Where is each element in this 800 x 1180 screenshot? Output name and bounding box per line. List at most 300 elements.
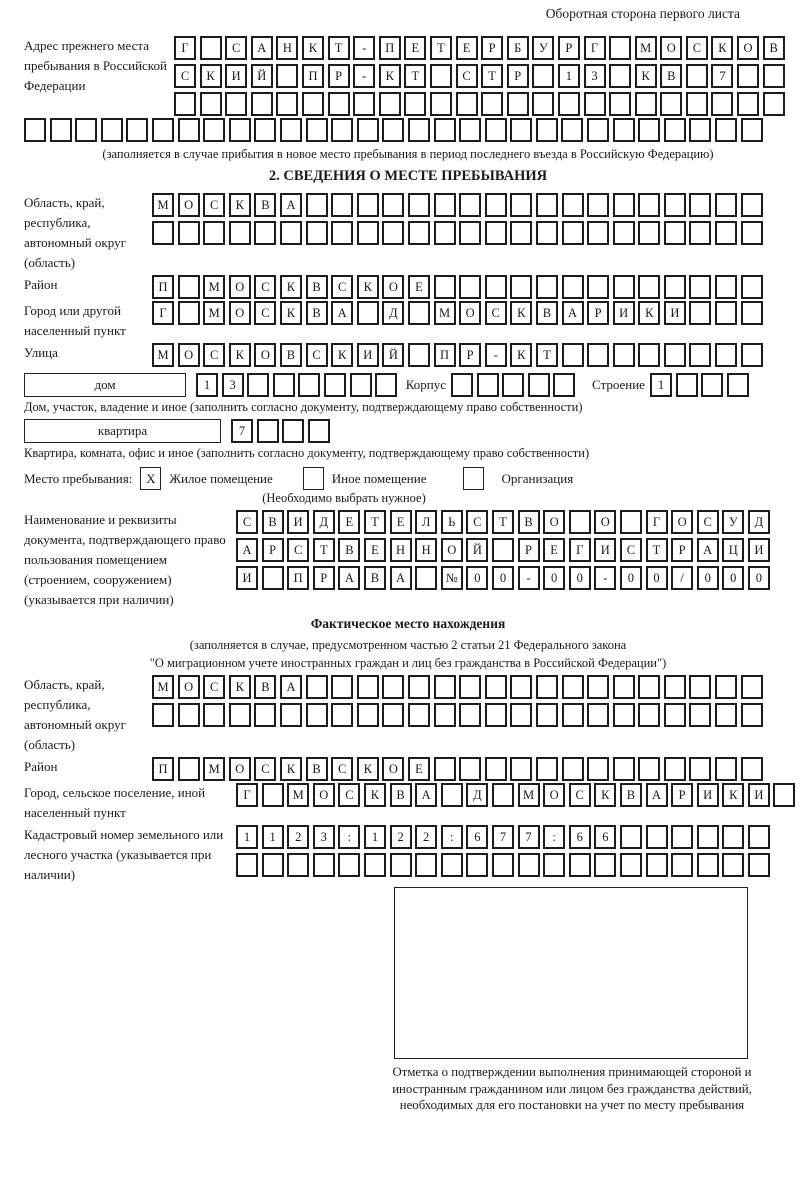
char-cell[interactable]	[408, 301, 430, 325]
char-cell[interactable]	[741, 343, 763, 367]
char-cell[interactable]: У	[722, 510, 744, 534]
char-cell[interactable]	[466, 853, 488, 877]
char-cell[interactable]: Е	[543, 538, 565, 562]
char-cell[interactable]: 7	[231, 419, 253, 443]
char-cell[interactable]	[638, 118, 660, 142]
char-cell[interactable]: К	[229, 343, 251, 367]
char-cell[interactable]: О	[229, 301, 251, 325]
char-cell[interactable]	[689, 703, 711, 727]
char-cell[interactable]: Е	[408, 275, 430, 299]
char-cell[interactable]	[748, 853, 770, 877]
char-cell[interactable]	[459, 275, 481, 299]
char-cell[interactable]	[174, 92, 196, 116]
char-cell[interactable]	[331, 675, 353, 699]
char-cell[interactable]	[456, 92, 478, 116]
char-cell[interactable]	[689, 118, 711, 142]
char-cell[interactable]	[262, 783, 284, 807]
char-cell[interactable]	[715, 675, 737, 699]
char-cell[interactable]	[254, 118, 276, 142]
char-cell[interactable]: П	[152, 757, 174, 781]
char-cell[interactable]	[203, 703, 225, 727]
char-cell[interactable]: И	[697, 783, 719, 807]
char-cell[interactable]	[697, 853, 719, 877]
char-cell[interactable]: К	[280, 301, 302, 325]
char-cell[interactable]: К	[510, 301, 532, 325]
char-cell[interactable]	[434, 118, 456, 142]
char-cell[interactable]: Л	[415, 510, 437, 534]
char-cell[interactable]	[689, 301, 711, 325]
char-cell[interactable]: Р	[313, 566, 335, 590]
char-cell[interactable]: С	[287, 538, 309, 562]
char-cell[interactable]: -	[485, 343, 507, 367]
char-cell[interactable]	[518, 853, 540, 877]
char-cell[interactable]: И	[664, 301, 686, 325]
char-cell[interactable]	[200, 92, 222, 116]
char-cell[interactable]	[254, 703, 276, 727]
char-cell[interactable]: К	[510, 343, 532, 367]
char-cell[interactable]: 1	[236, 825, 258, 849]
char-cell[interactable]	[50, 118, 72, 142]
char-cell[interactable]	[262, 566, 284, 590]
char-cell[interactable]: В	[536, 301, 558, 325]
char-cell[interactable]: Т	[313, 538, 335, 562]
char-cell[interactable]	[408, 703, 430, 727]
char-cell[interactable]: Е	[390, 510, 412, 534]
char-cell[interactable]	[609, 92, 631, 116]
char-cell[interactable]	[262, 853, 284, 877]
char-cell[interactable]	[477, 373, 499, 397]
char-cell[interactable]: Т	[404, 64, 426, 88]
char-cell[interactable]	[773, 783, 795, 807]
char-cell[interactable]	[510, 703, 532, 727]
char-cell[interactable]	[481, 92, 503, 116]
char-cell[interactable]	[306, 193, 328, 217]
char-cell[interactable]	[485, 221, 507, 245]
char-cell[interactable]: 3	[313, 825, 335, 849]
char-cell[interactable]: И	[748, 538, 770, 562]
char-cell[interactable]: 2	[287, 825, 309, 849]
char-cell[interactable]	[689, 343, 711, 367]
char-cell[interactable]: -	[594, 566, 616, 590]
char-cell[interactable]	[306, 703, 328, 727]
char-cell[interactable]: :	[441, 825, 463, 849]
char-cell[interactable]: И	[748, 783, 770, 807]
char-cell[interactable]: П	[434, 343, 456, 367]
char-cell[interactable]: П	[379, 36, 401, 60]
char-cell[interactable]	[741, 221, 763, 245]
char-cell[interactable]: К	[379, 64, 401, 88]
char-cell[interactable]: У	[532, 36, 554, 60]
char-cell[interactable]: К	[200, 64, 222, 88]
char-cell[interactable]	[587, 118, 609, 142]
char-cell[interactable]	[536, 118, 558, 142]
char-cell[interactable]	[324, 373, 346, 397]
char-cell[interactable]	[306, 118, 328, 142]
char-cell[interactable]	[562, 675, 584, 699]
char-cell[interactable]	[638, 757, 660, 781]
char-cell[interactable]	[313, 853, 335, 877]
char-cell[interactable]	[280, 703, 302, 727]
char-cell[interactable]	[689, 221, 711, 245]
residential-checkbox[interactable]: X	[140, 467, 161, 490]
char-cell[interactable]: И	[225, 64, 247, 88]
char-cell[interactable]	[280, 118, 302, 142]
char-cell[interactable]: С	[236, 510, 258, 534]
char-cell[interactable]	[532, 64, 554, 88]
char-cell[interactable]	[492, 853, 514, 877]
char-cell[interactable]: 2	[390, 825, 412, 849]
char-cell[interactable]	[357, 221, 379, 245]
char-cell[interactable]	[562, 757, 584, 781]
char-cell[interactable]: Р	[671, 783, 693, 807]
confirmation-mark-box[interactable]	[394, 887, 748, 1059]
char-cell[interactable]	[229, 703, 251, 727]
char-cell[interactable]	[229, 221, 251, 245]
char-cell[interactable]	[331, 221, 353, 245]
char-cell[interactable]	[689, 757, 711, 781]
char-cell[interactable]	[306, 221, 328, 245]
char-cell[interactable]: 1	[196, 373, 218, 397]
char-cell[interactable]: С	[697, 510, 719, 534]
char-cell[interactable]: В	[338, 538, 360, 562]
char-cell[interactable]: С	[254, 757, 276, 781]
char-cell[interactable]: К	[711, 36, 733, 60]
char-cell[interactable]: В	[763, 36, 785, 60]
char-cell[interactable]	[434, 193, 456, 217]
char-cell[interactable]: И	[613, 301, 635, 325]
char-cell[interactable]	[737, 92, 759, 116]
char-cell[interactable]	[459, 118, 481, 142]
char-cell[interactable]	[287, 853, 309, 877]
char-cell[interactable]: В	[660, 64, 682, 88]
char-cell[interactable]	[379, 92, 401, 116]
char-cell[interactable]: :	[338, 825, 360, 849]
char-cell[interactable]	[587, 703, 609, 727]
char-cell[interactable]	[562, 193, 584, 217]
char-cell[interactable]: М	[434, 301, 456, 325]
char-cell[interactable]: В	[364, 566, 386, 590]
char-cell[interactable]	[741, 193, 763, 217]
char-cell[interactable]: К	[357, 757, 379, 781]
char-cell[interactable]	[660, 92, 682, 116]
char-cell[interactable]: 0	[722, 566, 744, 590]
char-cell[interactable]	[203, 221, 225, 245]
char-cell[interactable]: Ц	[722, 538, 744, 562]
char-cell[interactable]: И	[236, 566, 258, 590]
char-cell[interactable]: О	[382, 757, 404, 781]
char-cell[interactable]: Г	[174, 36, 196, 60]
char-cell[interactable]	[664, 757, 686, 781]
char-cell[interactable]: Р	[671, 538, 693, 562]
char-cell[interactable]	[689, 675, 711, 699]
char-cell[interactable]: С	[306, 343, 328, 367]
char-cell[interactable]	[613, 703, 635, 727]
char-cell[interactable]: 3	[584, 64, 606, 88]
char-cell[interactable]: Т	[481, 64, 503, 88]
char-cell[interactable]	[276, 64, 298, 88]
char-cell[interactable]: А	[562, 301, 584, 325]
char-cell[interactable]	[671, 825, 693, 849]
char-cell[interactable]	[664, 118, 686, 142]
char-cell[interactable]: С	[203, 675, 225, 699]
char-cell[interactable]	[298, 373, 320, 397]
char-cell[interactable]: Р	[459, 343, 481, 367]
char-cell[interactable]	[382, 193, 404, 217]
char-cell[interactable]: 1	[558, 64, 580, 88]
char-cell[interactable]	[492, 783, 514, 807]
char-cell[interactable]: Р	[518, 538, 540, 562]
char-cell[interactable]: /	[671, 566, 693, 590]
char-cell[interactable]: Д	[382, 301, 404, 325]
char-cell[interactable]: Р	[262, 538, 284, 562]
char-cell[interactable]: С	[254, 301, 276, 325]
char-cell[interactable]: К	[229, 675, 251, 699]
char-cell[interactable]: 0	[748, 566, 770, 590]
char-cell[interactable]	[587, 193, 609, 217]
char-cell[interactable]	[357, 301, 379, 325]
char-cell[interactable]: О	[459, 301, 481, 325]
char-cell[interactable]	[357, 193, 379, 217]
char-cell[interactable]	[382, 703, 404, 727]
char-cell[interactable]	[459, 221, 481, 245]
char-cell[interactable]	[229, 118, 251, 142]
char-cell[interactable]	[697, 825, 719, 849]
char-cell[interactable]: Т	[492, 510, 514, 534]
char-cell[interactable]	[415, 566, 437, 590]
char-cell[interactable]	[741, 675, 763, 699]
char-cell[interactable]: Р	[481, 36, 503, 60]
char-cell[interactable]: А	[280, 675, 302, 699]
char-cell[interactable]	[430, 64, 452, 88]
char-cell[interactable]: П	[287, 566, 309, 590]
char-cell[interactable]: Г	[152, 301, 174, 325]
char-cell[interactable]: О	[737, 36, 759, 60]
char-cell[interactable]: 1	[262, 825, 284, 849]
char-cell[interactable]: №	[441, 566, 463, 590]
char-cell[interactable]: Г	[646, 510, 668, 534]
char-cell[interactable]	[715, 703, 737, 727]
char-cell[interactable]: 2	[415, 825, 437, 849]
char-cell[interactable]: С	[466, 510, 488, 534]
char-cell[interactable]: -	[518, 566, 540, 590]
char-cell[interactable]: М	[152, 675, 174, 699]
char-cell[interactable]	[302, 92, 324, 116]
char-cell[interactable]: 1	[364, 825, 386, 849]
char-cell[interactable]	[763, 64, 785, 88]
char-cell[interactable]: П	[152, 275, 174, 299]
char-cell[interactable]: 0	[569, 566, 591, 590]
char-cell[interactable]	[331, 703, 353, 727]
char-cell[interactable]	[357, 675, 379, 699]
char-cell[interactable]	[510, 675, 532, 699]
char-cell[interactable]: М	[203, 757, 225, 781]
char-cell[interactable]: Т	[646, 538, 668, 562]
char-cell[interactable]: В	[620, 783, 642, 807]
char-cell[interactable]	[408, 675, 430, 699]
char-cell[interactable]	[715, 275, 737, 299]
char-cell[interactable]: М	[203, 275, 225, 299]
char-cell[interactable]	[664, 343, 686, 367]
char-cell[interactable]: Е	[338, 510, 360, 534]
char-cell[interactable]	[308, 419, 330, 443]
char-cell[interactable]: В	[390, 783, 412, 807]
char-cell[interactable]: В	[254, 675, 276, 699]
char-cell[interactable]: О	[229, 275, 251, 299]
char-cell[interactable]: 0	[492, 566, 514, 590]
char-cell[interactable]	[434, 675, 456, 699]
char-cell[interactable]: Р	[507, 64, 529, 88]
char-cell[interactable]	[485, 275, 507, 299]
char-cell[interactable]	[553, 373, 575, 397]
char-cell[interactable]	[727, 373, 749, 397]
char-cell[interactable]: Н	[415, 538, 437, 562]
char-cell[interactable]: 7	[492, 825, 514, 849]
char-cell[interactable]	[485, 703, 507, 727]
char-cell[interactable]	[686, 64, 708, 88]
char-cell[interactable]: А	[415, 783, 437, 807]
organization-checkbox[interactable]	[463, 467, 484, 490]
char-cell[interactable]	[280, 221, 302, 245]
char-cell[interactable]: Н	[390, 538, 412, 562]
char-cell[interactable]	[257, 419, 279, 443]
char-cell[interactable]	[510, 118, 532, 142]
char-cell[interactable]: Н	[276, 36, 298, 60]
char-cell[interactable]: О	[382, 275, 404, 299]
char-cell[interactable]	[510, 275, 532, 299]
char-cell[interactable]: М	[518, 783, 540, 807]
char-cell[interactable]	[178, 221, 200, 245]
char-cell[interactable]: 7	[711, 64, 733, 88]
char-cell[interactable]	[382, 675, 404, 699]
char-cell[interactable]	[562, 703, 584, 727]
char-cell[interactable]	[543, 853, 565, 877]
char-cell[interactable]: 0	[697, 566, 719, 590]
char-cell[interactable]	[485, 118, 507, 142]
char-cell[interactable]	[748, 825, 770, 849]
char-cell[interactable]	[357, 118, 379, 142]
char-cell[interactable]	[510, 757, 532, 781]
char-cell[interactable]: О	[178, 343, 200, 367]
char-cell[interactable]: Д	[313, 510, 335, 534]
char-cell[interactable]	[331, 118, 353, 142]
char-cell[interactable]	[741, 301, 763, 325]
char-cell[interactable]	[613, 193, 635, 217]
char-cell[interactable]: П	[302, 64, 324, 88]
char-cell[interactable]	[671, 853, 693, 877]
char-cell[interactable]: 0	[466, 566, 488, 590]
char-cell[interactable]	[722, 853, 744, 877]
char-cell[interactable]	[569, 853, 591, 877]
char-cell[interactable]	[101, 118, 123, 142]
char-cell[interactable]	[635, 92, 657, 116]
char-cell[interactable]	[741, 275, 763, 299]
char-cell[interactable]	[254, 221, 276, 245]
char-cell[interactable]: К	[357, 275, 379, 299]
char-cell[interactable]: М	[635, 36, 657, 60]
char-cell[interactable]	[620, 825, 642, 849]
char-cell[interactable]	[587, 757, 609, 781]
char-cell[interactable]: Й	[382, 343, 404, 367]
char-cell[interactable]	[459, 703, 481, 727]
char-cell[interactable]	[664, 275, 686, 299]
char-cell[interactable]: С	[569, 783, 591, 807]
char-cell[interactable]	[200, 36, 222, 60]
char-cell[interactable]: С	[338, 783, 360, 807]
char-cell[interactable]: -	[353, 64, 375, 88]
char-cell[interactable]	[664, 221, 686, 245]
char-cell[interactable]: Е	[456, 36, 478, 60]
char-cell[interactable]	[587, 343, 609, 367]
char-cell[interactable]: А	[280, 193, 302, 217]
char-cell[interactable]	[613, 675, 635, 699]
char-cell[interactable]	[536, 757, 558, 781]
char-cell[interactable]: О	[313, 783, 335, 807]
char-cell[interactable]: 6	[466, 825, 488, 849]
char-cell[interactable]	[664, 675, 686, 699]
char-cell[interactable]	[584, 92, 606, 116]
char-cell[interactable]	[236, 853, 258, 877]
char-cell[interactable]	[737, 64, 759, 88]
char-cell[interactable]: Д	[748, 510, 770, 534]
char-cell[interactable]	[664, 703, 686, 727]
char-cell[interactable]	[507, 92, 529, 116]
char-cell[interactable]	[638, 275, 660, 299]
char-cell[interactable]	[441, 783, 463, 807]
house-box[interactable]: дом	[24, 373, 186, 397]
char-cell[interactable]: К	[594, 783, 616, 807]
char-cell[interactable]: Г	[584, 36, 606, 60]
char-cell[interactable]: С	[203, 343, 225, 367]
char-cell[interactable]: К	[229, 193, 251, 217]
char-cell[interactable]	[613, 221, 635, 245]
char-cell[interactable]: А	[251, 36, 273, 60]
char-cell[interactable]: И	[594, 538, 616, 562]
char-cell[interactable]: А	[697, 538, 719, 562]
char-cell[interactable]: 0	[543, 566, 565, 590]
char-cell[interactable]: О	[660, 36, 682, 60]
char-cell[interactable]: С	[456, 64, 478, 88]
char-cell[interactable]	[741, 757, 763, 781]
other-premises-checkbox[interactable]	[303, 467, 324, 490]
char-cell[interactable]	[251, 92, 273, 116]
char-cell[interactable]	[328, 92, 350, 116]
char-cell[interactable]: О	[543, 510, 565, 534]
char-cell[interactable]: Й	[251, 64, 273, 88]
char-cell[interactable]	[382, 118, 404, 142]
char-cell[interactable]: :	[543, 825, 565, 849]
char-cell[interactable]	[528, 373, 550, 397]
char-cell[interactable]	[247, 373, 269, 397]
char-cell[interactable]: К	[364, 783, 386, 807]
char-cell[interactable]: О	[594, 510, 616, 534]
char-cell[interactable]	[536, 703, 558, 727]
char-cell[interactable]	[646, 853, 668, 877]
char-cell[interactable]: С	[686, 36, 708, 60]
char-cell[interactable]	[178, 757, 200, 781]
char-cell[interactable]	[451, 373, 473, 397]
char-cell[interactable]	[587, 675, 609, 699]
char-cell[interactable]: С	[174, 64, 196, 88]
char-cell[interactable]: Р	[587, 301, 609, 325]
char-cell[interactable]	[613, 343, 635, 367]
char-cell[interactable]	[686, 92, 708, 116]
char-cell[interactable]	[638, 675, 660, 699]
char-cell[interactable]: А	[331, 301, 353, 325]
char-cell[interactable]: Г	[569, 538, 591, 562]
char-cell[interactable]: С	[331, 757, 353, 781]
char-cell[interactable]	[434, 703, 456, 727]
char-cell[interactable]: Т	[328, 36, 350, 60]
